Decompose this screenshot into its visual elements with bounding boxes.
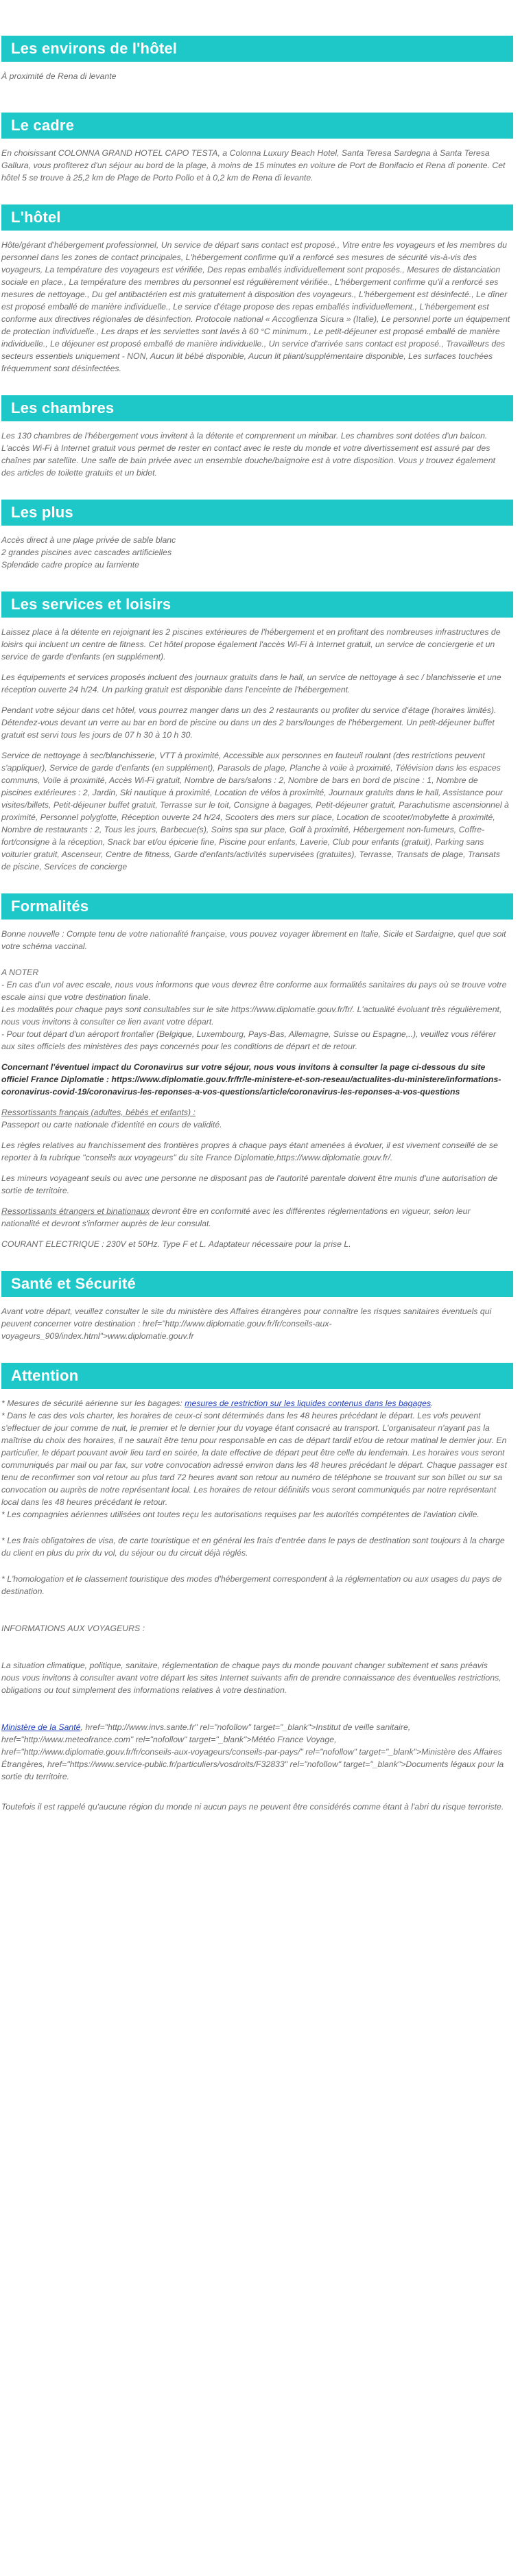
section-text: Avant votre départ, veuillez consulter le site du ministère des Affaires étrangères pour connaître les risques sanitaires éventuels qui peuvent concerner votre destination : href="http://www.diplomatie.gouv.fr/fr/conseils-aux-voyageurs_909/index.html">www.diplomatie.gouv.fr (1, 1307, 492, 1341)
section-formalites (0, 893, 520, 1250)
section-body (0, 618, 520, 873)
courant-text: COURANT ELECTRIQUE : 230V et 50Hz. Type F et L. Adaptateur nécessaire pour la prise L. (1, 1239, 351, 1249)
attention-p1-post: . (431, 1398, 434, 1408)
section-header (1, 893, 513, 920)
section-header (1, 113, 513, 139)
section-plus (0, 500, 520, 571)
section-body (0, 526, 520, 571)
section-header (1, 500, 513, 526)
section-title: Les plus (11, 504, 73, 521)
section-environs (0, 36, 520, 82)
etrangers-label: Ressortissants étrangers et binationaux (1, 1206, 150, 1216)
etrangers-text: devront être en conformité avec les différentes réglementations en vigueur, selon leur nationalité et devront s'informer auprès de leur consulat. (1, 1206, 471, 1228)
section-header (1, 395, 513, 421)
section-services (0, 592, 520, 873)
infos-title: INFORMATIONS AUX VOYAGEURS : (1, 1624, 145, 1633)
paragraph: * Les frais obligatoires de visa, de carte touristique et en général les frais d'entrée dans le pays de destination sont toujours à la charge du client en plus du prix du vol, du séjour ou du circuit déjà réglés. (1, 1536, 505, 1558)
note-title: A NOTER (1, 968, 39, 977)
attention-p1-pre: * Mesures de sécurité aérienne sur les bagages: (1, 1398, 185, 1408)
paragraph: Pendant votre séjour dans cet hôtel, vous pourrez manger dans un des 2 restaurants ou profiter du service d'étage (horaires limités). Détendez-vous devant un verre au bar en bord de piscine ou dans un des 2 bars/lounges de l'hébergement. Un petit-déjeuner buffet gratuit est servi tous les jours de 07 h 30 à 10 h 30. (1, 705, 497, 740)
section-text: En choisissant COLONNA GRAND HOTEL CAPO TESTA, a Colonna Luxury Beach Hotel, Santa Teresa Sardegna à Santa Teresa Gallura, vous profiterez d'un séjour au bord de la plage, à moins de 15 minutes en voiture de Port de Bonifacio et Rena di ponente. Cet hôtel 5 se trouve à 25,2 km de Plage de Porto Pollo et à 0,2 km de Rena di levante. (1, 148, 506, 183)
section-body (0, 62, 520, 82)
section-header (1, 1363, 513, 1389)
section-attention (0, 1363, 520, 1813)
paragraph: Bonne nouvelle : Compte tenu de votre nationalité française, vous pouvez voyager librement en Italie, Sicile et Sardaigne, quel que soit votre schéma vaccinal. (1, 929, 506, 951)
list-item: 2 grandes piscines avec cascades artificielles (1, 548, 172, 557)
paragraph: La situation climatique, politique, sanitaire, réglementation de chaque pays du monde pouvant changer subitement et sans préavis nous vous invitons à consulter avant votre départ les sites Internet suivants afin de prendre connaissance des éventuelles restrictions, obligations ou tout simplement des informations relatives à votre destination. (1, 1661, 501, 1695)
note-line: Les modalités pour chaque pays sont consultables sur le site https://www.diplomatie.gouv.fr/fr/. L'actualité évoluant très régulièrement, nous vous invitons à consulter ce lien avant votre départ. (1, 1005, 502, 1027)
list-item: Accès direct à une plage privée de sable blanc (1, 535, 176, 545)
section-title: Santé et Sécurité (11, 1275, 136, 1292)
paragraph: * L'homologation et le classement touristique des modes d'hébergement correspondent à la réglementation ou aux usages du pays de destination. (1, 1574, 502, 1596)
paragraph: * Dans le cas des vols charter, les horaires de ceux-ci sont déterminés dans les 48 heures précédant le départ. Les vols peuvent s'effectuer de jour comme de nuit, le premier et le dernier jour du voyage étant consacré au transport. L'organisateur n'ayant pas la maîtrise du choix des horaires, il ne saurait être tenu pour responsable en cas de départ tardif et/ou de retour matinal le dernier jour. En particulier, le départ pouvant avoir lieu tard en soirée, la date effective de départ peut être celle du lendemain. Les horaires vous seront communiqués par mail ou par fax, sur votre convocation adressé environ dans les 48 heures précédant le départ. Chaque passager est tenu de reconfirmer son vol retour au plus tard 72 heures avant son retour au numéro de téléphone se trouvant sur son billet ou sur sa convocation ou auprès de notre représentant local. Les horaires de retour définitifs vous seront communiqués par notre représentant local dans les 48 heures précédant le retour. (1, 1411, 507, 1507)
note-line: - En cas d'un vol avec escale, nous vous informons que vous devrez être conforme aux formalités sanitaires du pays où se trouve votre escale ainsi que votre destination finale. (1, 980, 507, 1002)
section-chambres (0, 395, 520, 479)
section-body (0, 920, 520, 1250)
paragraph: * Les compagnies aériennes utilisées ont toutes reçu les autorisations requises par les autorités compétentes de l'aviation civile. (1, 1510, 480, 1519)
section-header (1, 592, 513, 618)
section-title: Le cadre (11, 117, 75, 134)
section-title: Les chambres (11, 399, 115, 417)
paragraph: Les équipements et services proposés incluent des journaux gratuits dans le hall, un service de nettoyage à sec / blanchisserie et une réception ouverte 24 h/24. Un parking gratuit est disponible dans l'enceinte de l'hébergement. (1, 672, 501, 694)
paragraph: Service de nettoyage à sec/blanchisserie, VTT à proximité, Accessible aux personnes en fauteuil roulant (des restrictions peuvent s'appliquer), Service de garde d'enfants (en supplément), Parasols de plage, Planche à voile à proximité, Télévision dans les espaces communs, Voile à proximité, Accès Wi-Fi gratuit, Nombre de bars/salons : 2, Nombre de bars en bord de piscine : 1, Nombre de piscines extérieures : 2, Jardin, Ski nautique à proximité, Location de vélos à proximité, Journaux gratuits dans le hall, Assistance pour visites/billets, Petit-déjeuner buffet gratuit, Terrasse sur le toit, Consigne à bagages, Petit-déjeuner gratuit, Parachutisme ascensionnel à proximité, Personnel polyglotte, Réception ouverte 24 h/24, Scooters des mers sur place, Location de scooter/mobylette à proximité, Nombre de restaurants : 2, Tous les jours, Barbecue(s), Soins spa sur place, Golf à proximité, Hébergement non-fumeurs, Coffre-fort/consigne à la réception, Snack bar et/ou épicerie fine, Piscine pour enfants, Laverie, Club pour enfants (gratuit), Parking sans voiturier gratuit, Ascenseur, Centre de fitness, Garde d'enfants/activités supervisées (gratuites), Terrasse, Transats de plage, Transats de piscine, Services de concierge (1, 751, 509, 871)
paragraph: Toutefois il est rappelé qu'aucune région du monde ni aucun pays ne peuvent être considérés comme étant à l'abri du risque terroriste. (1, 1802, 504, 1812)
section-title: Les environs de l'hôtel (11, 40, 178, 57)
section-text: À proximité de Rena di levante (1, 71, 117, 81)
ministere-sante-link[interactable]: Ministère de la Santé (1, 1722, 81, 1732)
section-cadre (0, 113, 520, 184)
section-sante (0, 1271, 520, 1342)
section-text: Les 130 chambres de l'hébergement vous invitent à la détente et comprennent un minibar. Les chambres sont dotées d'un balcon. L'accès Wi-Fi à Internet gratuit vous permet de rester en contact avec le reste du monde et votre divertissement est assuré par des chaînes par satellite. Une salle de bain privée avec un ensemble douche/baignoire est à votre disposition. Vous y trouvez également des articles de toilette gratuits et un bidet. (1, 431, 496, 478)
section-text: Hôte/gérant d'hébergement professionnel, Un service de départ sans contact est proposé., Vitre entre les voyageurs et les membres du personnel dans les zones de contact principales, L'hébergement confirme qu'il a renforcé ses mesures de sécurité vis-à-vis des voyageurs, La température des voyageurs est vérifiée, Des repas emballés individuellement sont proposés., Mesures de distanciation sociale en place., La température des membres du personnel est régulièrement vérifiée., L'hébergement confirme qu'il a renforcé ses mesures de nettoyage., Du gel antibactérien est mis gratuitement à disposition des voyageurs., L'hébergement est désinfecté., Le dîner est proposé emballé de manière individuelle., Le service d'étage propose des repas emballés individuellement., L'hébergement est conforme aux directives régionales de désinfection. Protocole national « Accoglienza Sicura » (Italie), Le personnel porte un équipement de protection individuelle., Les draps et les serviettes sont lavés à 60 °C minimum., Le petit-déjeuner est proposé emballé de manière individuelle., Le déjeuner est proposé emballé de manière individuelle., Un service d'arrivée sans contact est proposé., Travailleurs des secteurs essentiels uniquement - NON, Aucun lit bébé disponible, Aucun lit pliant/supplémentaire disponible, Les surfaces touchées fréquemment sont désinfectées. (1, 240, 510, 373)
ressortissants-label: Ressortissants français (adultes, bébés et enfants) : (1, 1108, 196, 1117)
section-body (0, 1297, 520, 1342)
section-body (0, 1389, 520, 1813)
links-text: , href="http://www.invs.sante.fr" rel="nofollow" target="_blank">Institut de veille sanitaire, href="http://www.meteofrance.com" rel="nofollow" target="_blank">Météo France Voyage, href="http://www.diplomatie.gouv.fr/fr/conseils-aux-voyageurs/conseils-par-pays/" rel="nofollow" target="_blank">Ministère des Affaires Étrangères, href="https://www.service-public.fr/particuliers/vosdroits/F32833" rel="nofollow" target="_blank">Documents légaux pour la sortie du territoire. (1, 1722, 504, 1781)
section-title: Formalités (11, 898, 89, 915)
paragraph: Passeport ou carte nationale d'identité en cours de validité. (1, 1120, 222, 1129)
section-header (1, 204, 513, 231)
section-header (1, 1271, 513, 1297)
liquides-restriction-link[interactable]: mesures de restriction sur les liquides contenus dans les bagages (185, 1398, 432, 1408)
section-title: Attention (11, 1367, 79, 1384)
paragraph: Laissez place à la détente en rejoignant les 2 piscines extérieures de l'hébergement et en profitant des nombreuses infrastructures de loisirs qui incluent un centre de fitness. Cet hôtel propose également l'accès Wi-Fi à Internet gratuit, un service de conciergerie et un service de garde d'enfants (en supplément). (1, 627, 501, 661)
section-title: Les services et loisirs (11, 596, 172, 613)
section-body (0, 231, 520, 375)
covid-notice: Concernant l'éventuel impact du Coronavirus sur votre séjour, nous vous invitons à consulter la page ci-dessous du site officiel France Diplomatie : https://www.diplomatie.gouv.fr/fr/le-ministere-et-son-reseau/actualites-du-ministere/informations-coronavirus-covid-19/coronavirus-les-reponses-a-vos-questions/article/coronavirus-les-reponses-a-vos-questions (1, 1062, 501, 1097)
note-line: - Pour tout départ d'un aéroport frontalier (Belgique, Luxembourg, Pays-Bas, Allemagne, Suisse ou Espagne,..), veuillez vous référer aux sites officiels des ministères des pays concernés pour les conditions de départ et de retour. (1, 1029, 496, 1051)
section-body (0, 139, 520, 184)
section-header (1, 36, 513, 62)
list-item: Splendide cadre propice au farniente (1, 560, 139, 570)
paragraph: Les règles relatives au franchissement des frontières propres à chaque pays étant amenées à évoluer, il est vivement conseillé de se reporter à la rubrique "conseils aux voyageurs" du site France Diplomatie,https://www.diplomatie.gouv.fr/. (1, 1140, 498, 1162)
section-body (0, 421, 520, 479)
section-title: L'hôtel (11, 209, 61, 226)
section-hotel (0, 204, 520, 375)
paragraph: Les mineurs voyageant seuls ou avec une personne ne disposant pas de l'autorité parentale doivent être munis d'une autorisation de sortie de territoire. (1, 1173, 498, 1195)
